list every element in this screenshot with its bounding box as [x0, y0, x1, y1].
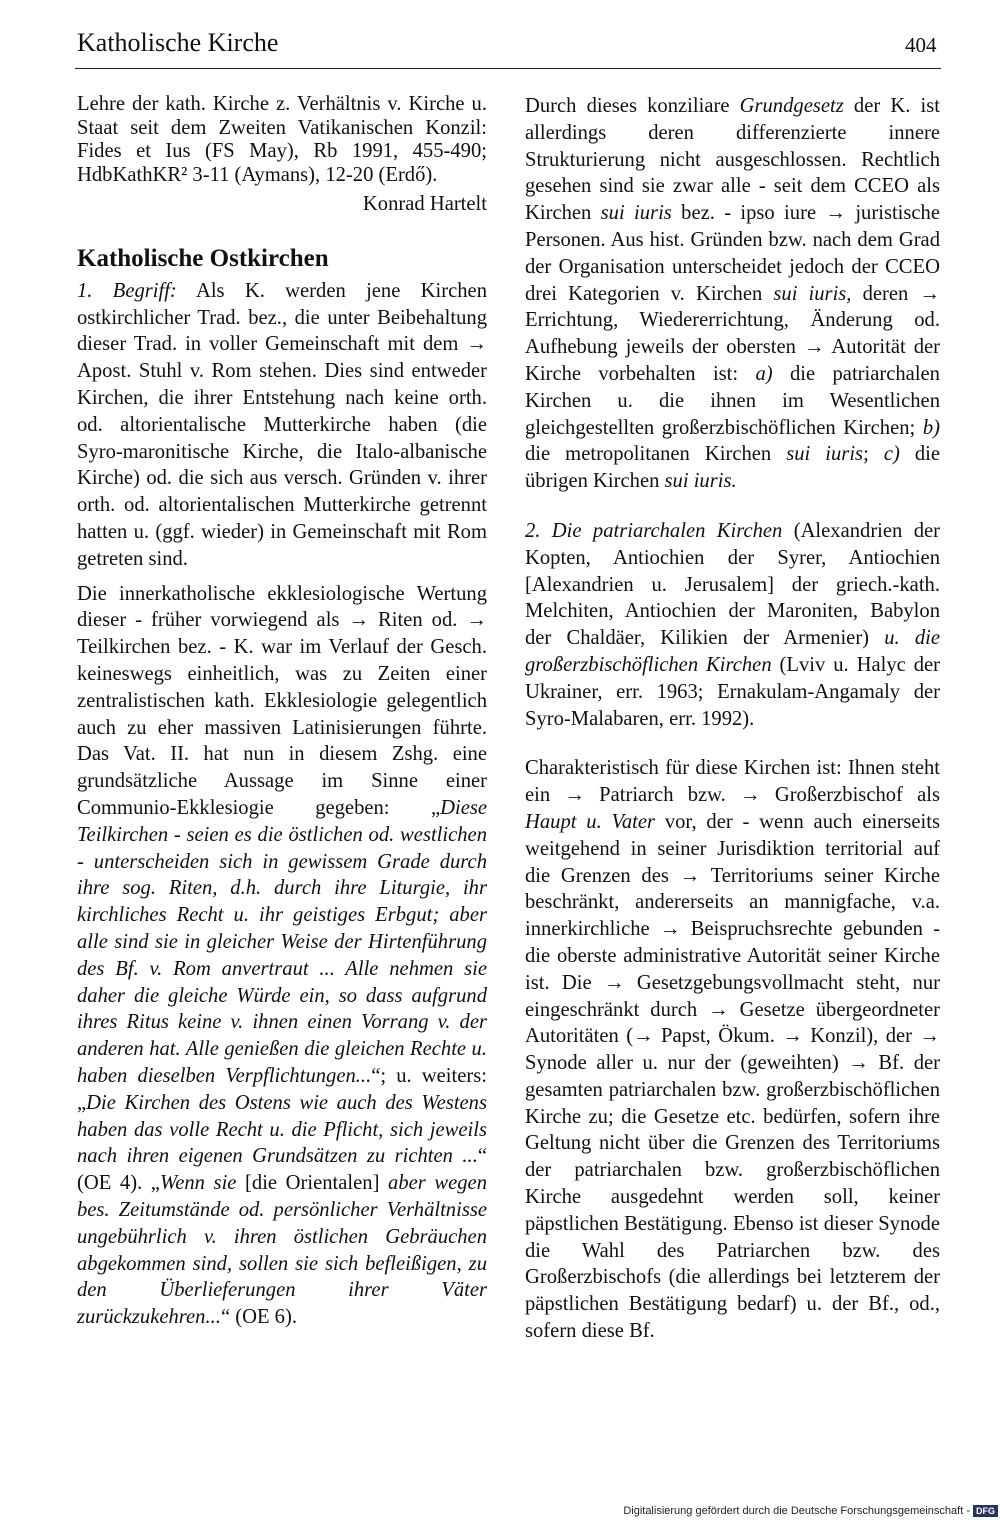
author-name: Konrad Hartelt — [362, 192, 487, 215]
emphasis-text: u. die großerzbischöflichen Kirchen — [525, 627, 940, 676]
paragraph-text: vor, der - wenn auch einerseits weitgehend in seiner Jurisdiktion territorial auf die Grenzen des → Territoriums seiner Kirche beschränkt, andererseits an mannigfache, v.a. innerkirchliche → Beispruchsrechte gebunden - die oberste administrative Autorität seiner Kirche ist. Die → Gesetzgebungsvollmacht steht, nur eingeschränkt durch → Gesetze übergeordneter Autoritäten (→ Papst, Ökum. → Konzil), der → Synode aller u. nur der (geweihten) → Bf. der gesamten patriarchalen bzw. großerzbischöflichen Kirche zu; die Gesetze etc. bedürfen, sofern ihre Geltung nicht über die Grenzen des Territoriums der patriarchalen bzw. großerzbischöflichen Kirche ausgedehnt werden soll, keiner päpstlichen Bestätigung. Ebenso ist dieser Synode die Wahl des Patriarchen bzw. des Großerzbischofs (die allerdings bei letzterem der päpstlichen Bestätigung bedarf) u. der Bf., od., sofern diese Bf. — [525, 810, 940, 1343]
paragraph-text: (Lviv u. Halyc der Ukrainer, err. 1963; Ernakulam-Angamaly der Syro-Malabaren, err. 1992). — [525, 653, 940, 730]
right-column — [525, 93, 940, 1345]
emphasis-text: a) — [755, 362, 773, 385]
page-number: 404 — [905, 33, 937, 57]
section-label-patriarchalen: 2. Die patriarchalen Kirchen — [525, 519, 783, 542]
emphasis-text: sui iuris — [786, 443, 864, 466]
running-header-title: Katholische Kirche — [77, 28, 279, 57]
paragraph-text: bez. - ipso iure → juristische Personen. Aus hist. Gründen bzw. nach dem Grad der Organisation unterscheidet jedoch der CCEO drei Kategorien v. Kirchen — [525, 202, 940, 305]
paragraph-text: die metropolitanen Kirchen — [525, 443, 787, 466]
paragraph-grundgesetz — [525, 93, 940, 495]
emphasis-text: sui iuris, — [773, 282, 852, 305]
paragraph-text: “; u. weiters: „ — [77, 1064, 487, 1114]
left-column — [77, 93, 487, 1331]
emphasis-text: c) — [883, 443, 900, 466]
paragraph-text: (Alexandrien der Kopten, Antiochien der Syrer, Antiochien [Alexandrien u. Jerusalem] der griech.-kath. Melchiten, Antiochien der Maroniten, Babylon der Chaldäer, Kilikien der Armenier) — [525, 519, 941, 650]
paragraph-text: Als K. werden jene Kirchen ostkirchlicher Trad. bez., die unter Beibehaltung dieser Trad. in voller Gemeinschaft mit dem → Apost. Stuhl v. Rom stehen. Dies sind entweder Kirchen, die ihrer Entstehung nach keine orth. od. altorientalische Mutterkirche haben (die Syro-maronitische Kirche, die Italo-albanische Kirche) od. die sich aus versch. Gründen v. ihrer orth. od. altorientalischen Mutterkirche getrennt hatten u. (ggf. wieder) in Gemeinschaft mit Rom getreten sind. — [77, 279, 487, 570]
footer-text: Digitalisierung gefördert durch die Deutsche Forschungsgemeinschaft - — [623, 1505, 970, 1517]
quote-text: Die Kirchen des Ostens wie auch des Westens haben das volle Recht u. die Pflicht, sich jeweils nach ihren eigenen Grundsätzen zu richten ... — [77, 1091, 487, 1168]
paragraph-text: “ (OE 6). — [220, 1306, 297, 1329]
section-label-begriff: 1. Begriff: — [77, 279, 177, 302]
paragraph-text: deren → Errichtung, Wiedererrichtung, Änderung od. Aufhebung jeweils der obersten → Autorität der Kirche vorbehalten ist: — [525, 282, 941, 385]
paragraph-begriff — [77, 278, 487, 573]
paragraph-text: “ (OE 4). „ — [77, 1145, 487, 1195]
paragraph-wertung — [77, 581, 487, 1331]
paragraph-text: die übrigen Kirchen — [525, 443, 940, 493]
emphasis-text: sui iuris. — [664, 470, 737, 493]
emphasis-text: Haupt u. Vater — [525, 810, 656, 833]
paragraph-text: der K. ist allerdings deren differenzierte innere Strukturierung nicht ausgeschlossen. Rechtlich gesehen sind sie zwar alle - seit dem CCEO als Kirchen — [525, 95, 940, 225]
paragraph-charakteristisch — [525, 755, 940, 1345]
paragraph-text: Charakteristisch für diese Kirchen ist: Ihnen steht ein → Patriarch bzw. → Großerzbischof als — [525, 757, 940, 807]
paragraph-text: die patriarchalen Kirchen u. die ihnen im Wesentlichen gleichgestellten großerzbischöflichen Kirchen; — [525, 362, 940, 439]
reference-text: Lehre der kath. Kirche z. Verhältnis v. Kirche u. Staat seit dem Zweiten Vatikanischen Konzil: Fides et Ius (FS May), Rb 1991, 455-490; HdbKathKR² 3-11 (Aymans), 12-20 (Erdő). — [77, 93, 487, 187]
header-rule — [75, 68, 941, 69]
paragraph-text: Durch dieses konziliare — [525, 95, 740, 117]
paragraph-text: [die Orientalen] — [236, 1172, 389, 1195]
paragraph-text: ; — [863, 443, 884, 466]
dfg-logo: DFG — [973, 1505, 998, 1517]
emphasis-text: Grundgesetz — [739, 95, 844, 117]
paragraph-patriarchalen — [525, 518, 940, 732]
quote-text: Diese Teilkirchen - seien es die östlichen od. westlichen - unterscheiden sich in gewissem Grade durch ihre sog. Riten, d.h. durch ihre Liturgie, ihr kirchliches Recht u. ihr geistiges Erbgut; aber alle sind sie in gleicher Weise der Hirtenführung des Bf. v. Rom anvertraut ... Alle nehmen sie daher die gleiche Würde ein, so dass aufgrund ihres Ritus keine v. ihnen einen Vorrang v. der anderen hat. Alle genießen die gleichen Rechte u. haben dieselben Verpflichtungen... — [77, 796, 487, 1087]
paragraph-text: Die innerkatholische ekklesiologische Wertung dieser - früher vorwiegend als → Riten od. → Teilkirchen bez. - K. war im Verlauf der Gesch. keineswegs einheitlich, was zu Zeiten einer zentralistischen kath. Ekklesiologie gelegentlich auch zu eher massiven Latinisierungen führte. Das Vat. II. hat nun in diesem Zshg. eine grundsätzliche Aussage im Sinne einer Communio-Ekklesiogie gegeben: „ — [77, 582, 487, 819]
digitization-footer — [608, 1505, 998, 1517]
article-title: Katholische Ostkirchen — [77, 244, 329, 272]
quote-text: Wenn sie — [159, 1172, 237, 1195]
emphasis-text: sui iuris — [600, 202, 672, 225]
quote-text: aber wegen bes. Zeitumstände od. persönlicher Verhältnisse ungebührlich v. ihren östlichen Gebräuchen abgekommen sind, sollen sie sich befleißigen, zu den Überlieferungen ihrer Väter zurückzukehren... — [77, 1172, 487, 1329]
emphasis-text: b) — [922, 416, 940, 439]
